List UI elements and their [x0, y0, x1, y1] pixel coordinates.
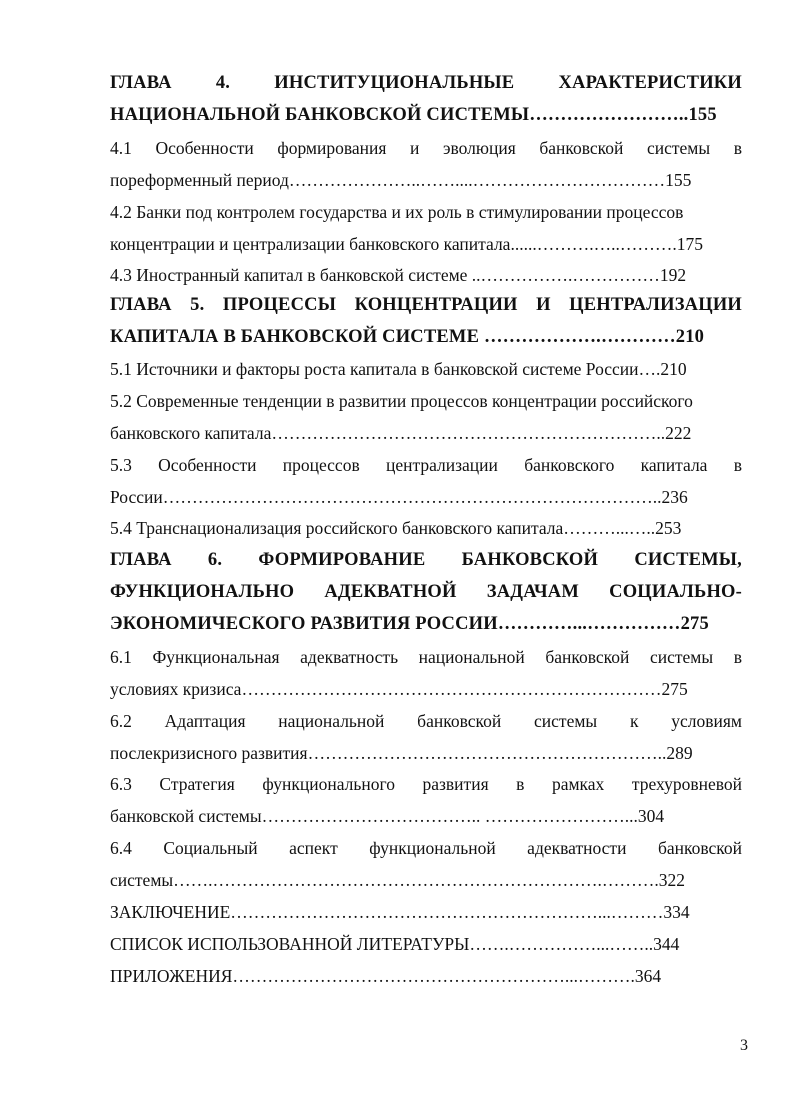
chapter-6-heading-line-1: ГЛАВА 6. ФОРМИРОВАНИЕ БАНКОВСКОЙ СИСТЕМЫ, [110, 550, 742, 570]
section-5-3-line-2: России…………………………………………………………………………..236 [110, 487, 688, 507]
section-5-3-line-1: 5.3 Особенности процессов централизации банковского капитала в [110, 455, 742, 475]
conclusion-entry: ЗАКЛЮЧЕНИЕ………………………………………………………...………334 [110, 902, 690, 922]
section-6-2-line-1: 6.2 Адаптация национальной банковской системы к условиям [110, 711, 742, 731]
section-6-4-line-1: 6.4 Социальный аспект функциональной адекватности банковской [110, 838, 742, 858]
section-4-2-line-1: 4.2 Банки под контролем государства и их роль в стимулировании процессов [110, 202, 684, 222]
chapter-4-heading-line-1: ГЛАВА 4. ИНСТИТУЦИОНАЛЬНЫЕ ХАРАКТЕРИСТИКИ [110, 73, 742, 93]
section-4-1-line-1: 4.1 Особенности формирования и эволюция банковской системы в [110, 138, 742, 158]
section-4-1-line-2: пореформенный период…………………..……....……………………………155 [110, 170, 692, 190]
section-6-1-line-1: 6.1 Функциональная адекватность национальной банковской системы в [110, 647, 742, 667]
section-5-2-line-2: банковского капитала…………………………………………………………..222 [110, 423, 692, 443]
section-4-2-line-2: концентрации и централизации банковского капитала......……….…..……….175 [110, 234, 703, 254]
section-4-3: 4.3 Иностранный капитал в банковской системе ..…………….……………192 [110, 265, 687, 285]
section-6-2-line-2: послекризисного развития……………………………………………………..289 [110, 743, 693, 763]
appendices-entry: ПРИЛОЖЕНИЯ…………………………………………………...……….364 [110, 966, 662, 986]
section-5-2-line-1: 5.2 Современные тенденции в развитии процессов концентрации российского [110, 391, 693, 411]
section-6-1-line-2: условиях кризиса………………………………………………………………275 [110, 679, 688, 699]
chapter-5-heading-line-1: ГЛАВА 5. ПРОЦЕССЫ КОНЦЕНТРАЦИИ И ЦЕНТРАЛИЗАЦИИ [110, 295, 742, 315]
chapter-4-heading-line-2: НАЦИОНАЛЬНОЙ БАНКОВСКОЙ СИСТЕМЫ……………………..155 [110, 105, 717, 125]
chapter-6-heading-line-3: ЭКОНОМИЧЕСКОГО РАЗВИТИЯ РОССИИ…………...……………275 [110, 614, 709, 634]
chapter-5-heading-line-2: КАПИТАЛА В БАНКОВСКОЙ СИСТЕМЕ ……………….…………210 [110, 327, 705, 347]
section-5-4: 5.4 Транснационализация российского банковского капитала………...…..253 [110, 518, 682, 538]
section-6-3-line-2: банковской системы……………………………….. ……………………...304 [110, 806, 665, 826]
section-6-3-line-1: 6.3 Стратегия функционального развития в рамках трехуровневой [110, 774, 742, 794]
page-number: 3 [740, 1037, 748, 1054]
section-6-4-line-2: системы…….………………………………………………………….……….322 [110, 870, 686, 890]
chapter-6-heading-line-2: ФУНКЦИОНАЛЬНО АДЕКВАТНОЙ ЗАДАЧАМ СОЦИАЛЬНО- [110, 582, 742, 602]
references-entry: СПИСОК ИСПОЛЬЗОВАННОЙ ЛИТЕРАТУРЫ…….……………...……..344 [110, 934, 680, 954]
section-5-1: 5.1 Источники и факторы роста капитала в банковской системе России….210 [110, 359, 687, 379]
